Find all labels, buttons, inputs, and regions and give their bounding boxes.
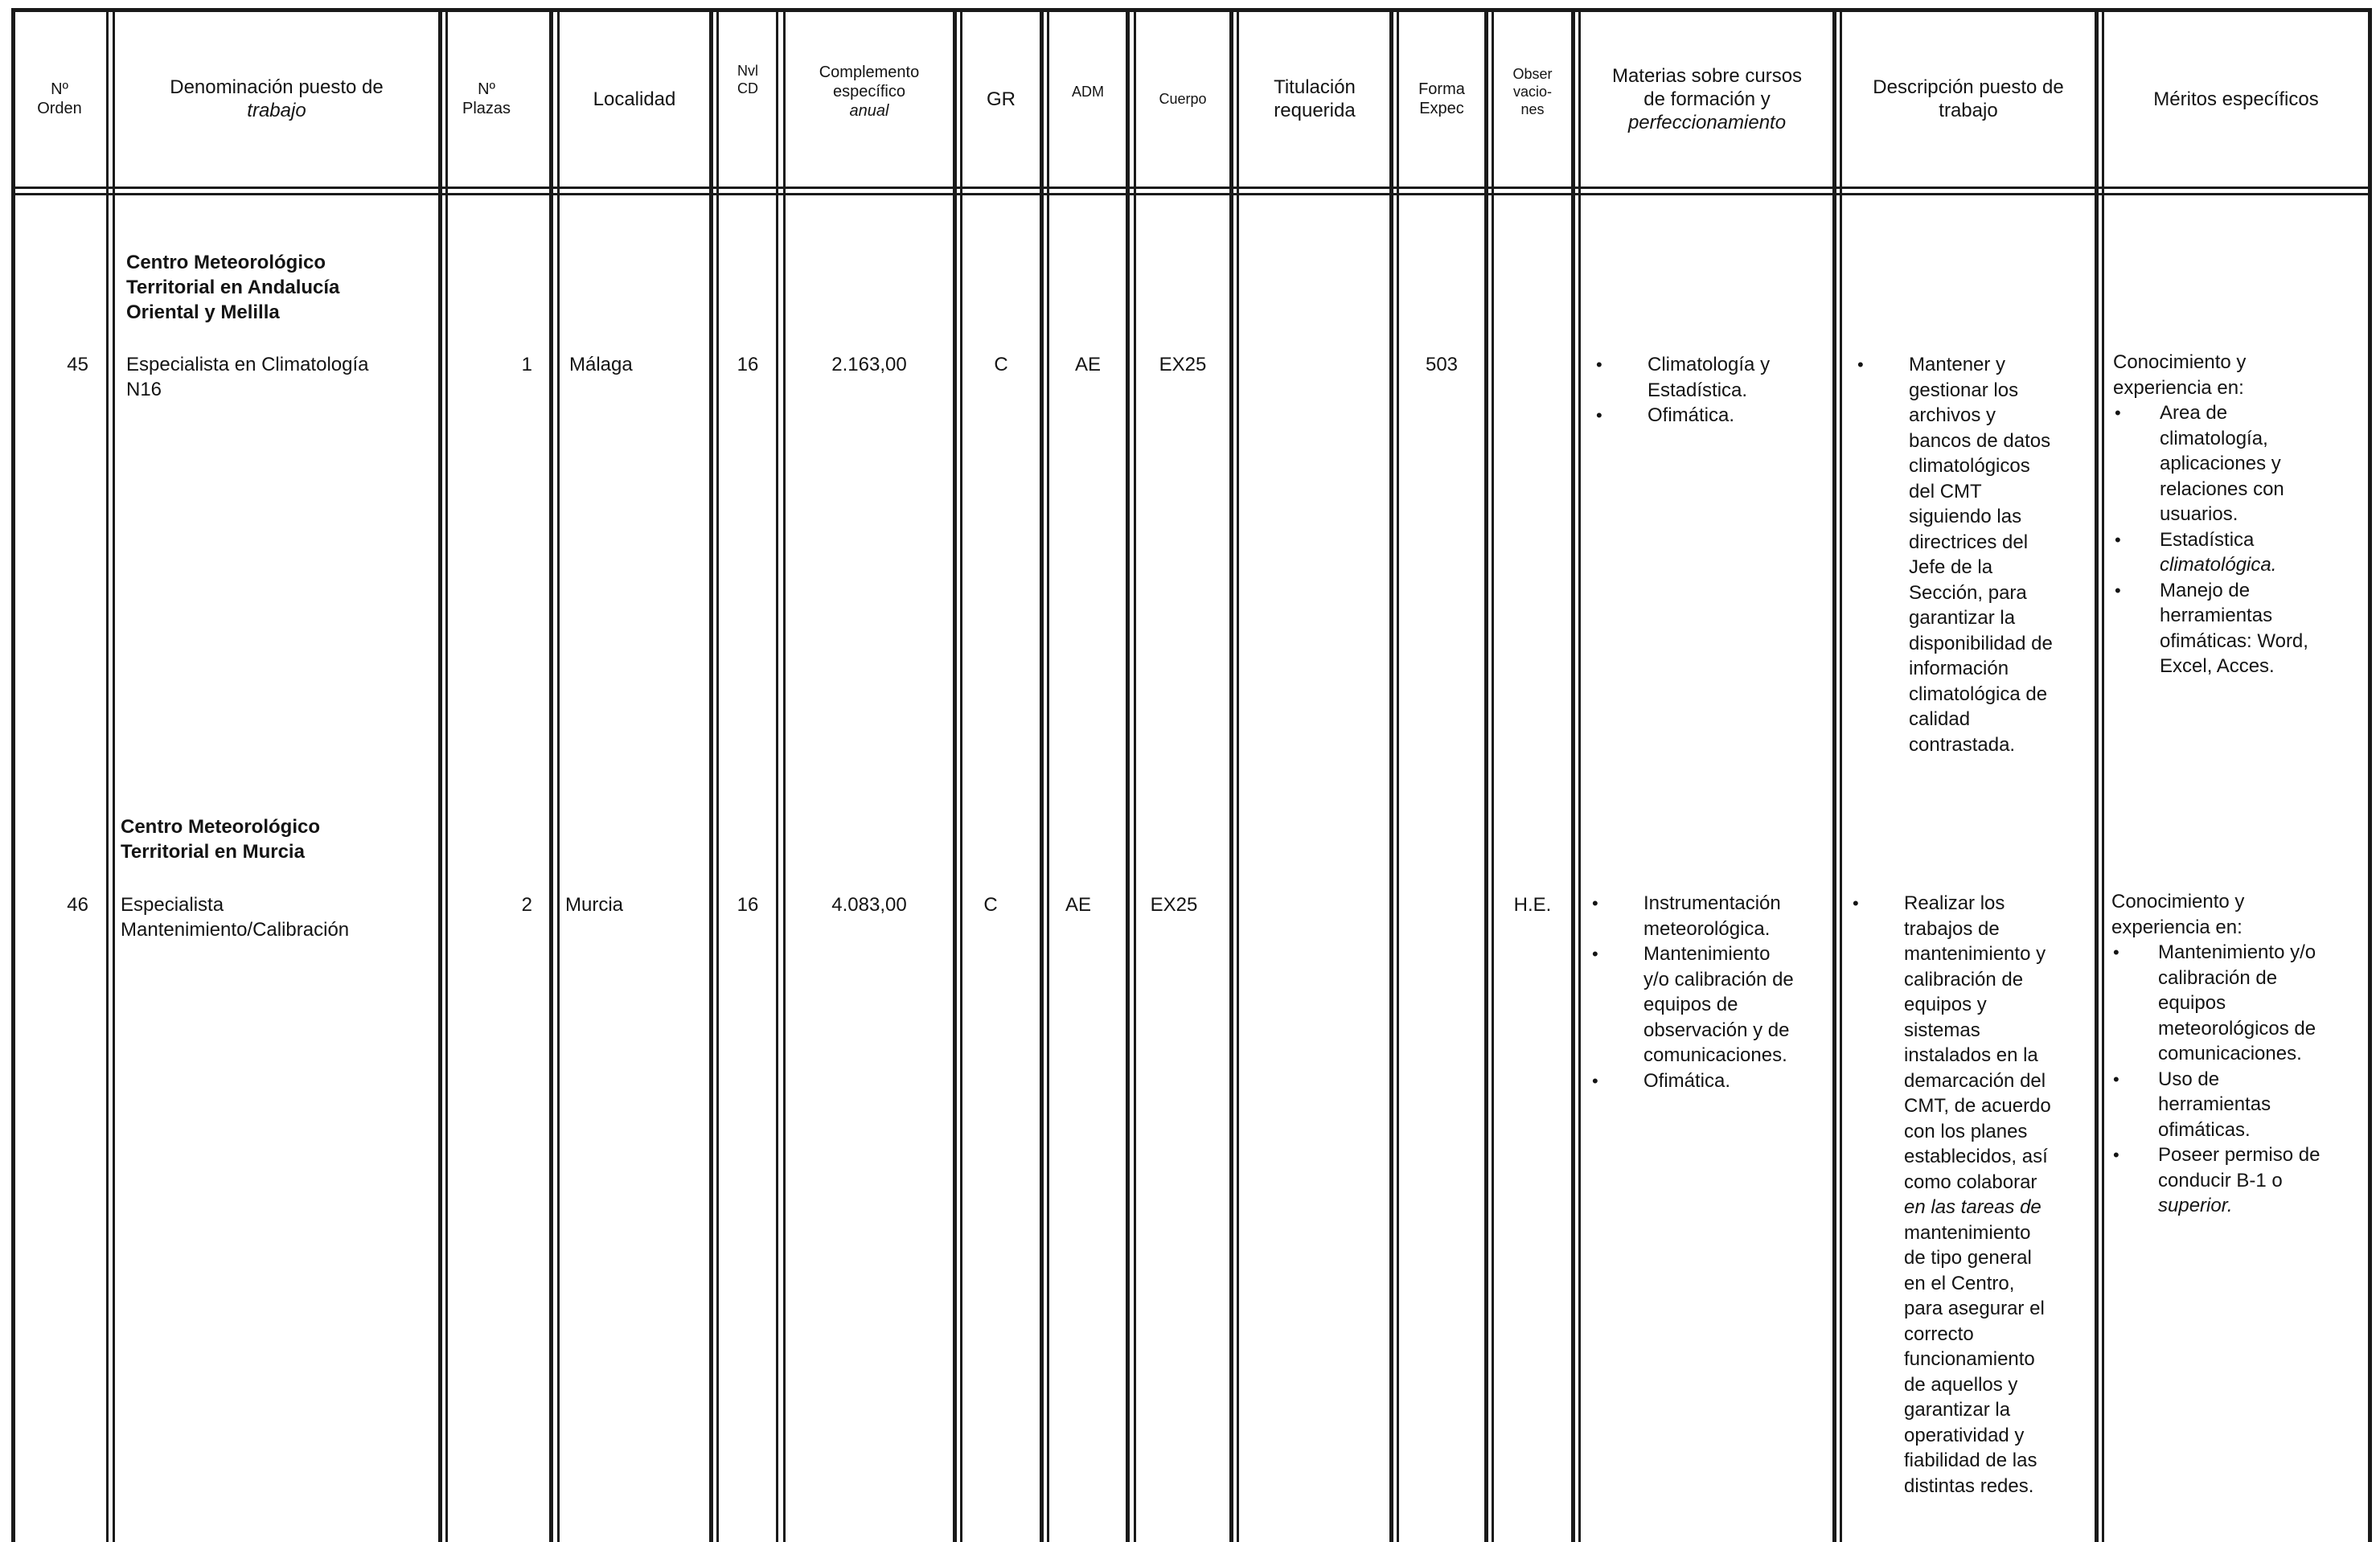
grid-line [1832, 8, 1836, 1542]
meritos-intro: Conocimiento y experiencia en: [2113, 351, 2247, 399]
header-descripcion: Descripción puesto de trabajo [1873, 76, 2064, 121]
grid-line [1840, 8, 1842, 1542]
grid-line [960, 8, 962, 1542]
meritos-list [2108, 400, 2364, 679]
materias-list [1586, 891, 1831, 1093]
grid-line [2095, 8, 2099, 1542]
complemento-especifico: 4.083,00 [831, 894, 907, 916]
grid-line [1047, 8, 1049, 1542]
list-item: • Uso de herramientas ofimáticas. [2107, 1067, 2366, 1143]
list-item: • Realizar los trabajos de mantenimiento y calibración de equipos y sistemas instalados en la demarcación del CMT, de acuerdo con los planes establecidos, así como colaborar en las tareas de mantenimiento de tipo general en el Centro, para asegurar el correcto funcionamiento de aquellos y garantizar la operatividad y fiabilidad de las distintas redes. [1846, 891, 2091, 1499]
grid-line [1492, 8, 1494, 1542]
grid-line [11, 8, 15, 1542]
list-item: • Instrumentación meteorológica. [1586, 891, 1831, 941]
grid-line [709, 8, 713, 1542]
header-localidad: Localidad [593, 88, 676, 110]
localidad: Murcia [565, 894, 624, 916]
meritos-intro: Conocimiento y experiencia en: [2111, 891, 2245, 938]
header-nivel-cd: Nvl CD [737, 63, 758, 96]
header-meritos: Méritos específicos [2153, 88, 2319, 110]
grid-line [953, 8, 957, 1542]
grid-line [1571, 8, 1575, 1542]
grid-line [1389, 8, 1393, 1542]
grid-line [776, 8, 778, 1542]
header-plazas: Nº Plazas [462, 80, 511, 117]
grid-line [783, 8, 786, 1542]
plazas-count: 2 [521, 894, 532, 916]
grid-line [11, 193, 2372, 195]
grid-line [2368, 8, 2372, 1542]
localidad: Málaga [569, 354, 633, 375]
observaciones: H.E. [1513, 894, 1552, 916]
list-item: • Mantenimiento y/o calibración de equipos de observación y de comunicaciones. [1586, 941, 1831, 1068]
forma-expec: 503 [1425, 354, 1459, 375]
materias-list [1590, 352, 1831, 429]
list-item: • Poseer permiso de conducir B-1 o superior. [2107, 1142, 2366, 1219]
header-complemento: Complemento específico anual [819, 64, 920, 120]
grid-line [438, 8, 442, 1542]
centro-title: Centro Meteorológico Territorial en Andalucía Oriental y Melilla [126, 252, 340, 323]
nivel-cd: 16 [737, 354, 759, 375]
cuerpo: EX25 [1159, 354, 1207, 375]
header-adm: ADM [1072, 84, 1104, 100]
grid-line [1397, 8, 1399, 1542]
list-item: • Mantenimiento y/o calibración de equipos meteorológicos de comunicaciones. [2107, 940, 2366, 1067]
complemento-especifico: 2.163,00 [831, 354, 907, 375]
plazas-count: 1 [521, 354, 532, 375]
descripcion-list [1846, 891, 2091, 1499]
grid-line [1040, 8, 1044, 1542]
grid-line [1578, 8, 1581, 1542]
grid-line [113, 8, 115, 1542]
puesto-denominacion: Especialista en Climatología N16 [126, 354, 369, 400]
centro-title: Centro Meteorológico Territorial en Murcia [121, 816, 321, 863]
list-item: • Area de climatología, aplicaciones y relaciones con usuarios. [2108, 400, 2364, 527]
grid-line [106, 8, 109, 1542]
grid-line [1134, 8, 1136, 1542]
grid-line [1126, 8, 1130, 1542]
header-gr: GR [987, 88, 1016, 110]
header-materias: Materias sobre cursos de formación y perfeccionamiento [1611, 64, 1803, 133]
header-titulacion: Titulación requerida [1274, 76, 1356, 121]
grid-line [1229, 8, 1233, 1542]
orden-number: 45 [67, 354, 88, 375]
meritos-list [2107, 940, 2366, 1219]
grid-line [549, 8, 553, 1542]
descripcion-list [1851, 352, 2092, 757]
administracion: AE [1065, 894, 1091, 916]
header-cuerpo: Cuerpo [1159, 91, 1207, 107]
header-forma: Forma Expec [1418, 80, 1465, 117]
administracion: AE [1074, 354, 1101, 375]
header-denominacion: Denominación puesto de trabajo [170, 76, 384, 121]
nivel-cd: 16 [737, 894, 759, 916]
header-orden: Nº Orden [37, 80, 82, 117]
grid-line [1237, 8, 1239, 1542]
grid-line [11, 187, 2372, 189]
puesto-denominacion: Especialista Mantenimiento/Calibración [121, 894, 350, 941]
grupo: C [994, 354, 1008, 375]
cuerpo: EX25 [1150, 894, 1198, 916]
orden-number: 46 [67, 894, 88, 916]
list-item: • Mantener y gestionar los archivos y bancos de datos climatológicos del CMT siguiendo las directrices del Jefe de la Sección, para garantizar la disponibilidad de información climatológica de calidad contrastada. [1851, 352, 2092, 757]
list-item: • Ofimática. [1590, 403, 1831, 429]
grid-line [445, 8, 448, 1542]
grid-line [1484, 8, 1488, 1542]
list-item: • Estadística climatológica. [2108, 527, 2364, 578]
grid-line [716, 8, 719, 1542]
list-item: • Manejo de herramientas ofimáticas: Word, Excel, Acces. [2108, 578, 2364, 679]
grid-line [2102, 8, 2104, 1542]
grid-line [557, 8, 560, 1542]
list-item: • Ofimática. [1586, 1068, 1831, 1094]
header-observaciones: Obser vacio- nes [1512, 66, 1553, 117]
list-item: • Climatología y Estadística. [1590, 352, 1831, 403]
grupo: C [983, 894, 998, 916]
